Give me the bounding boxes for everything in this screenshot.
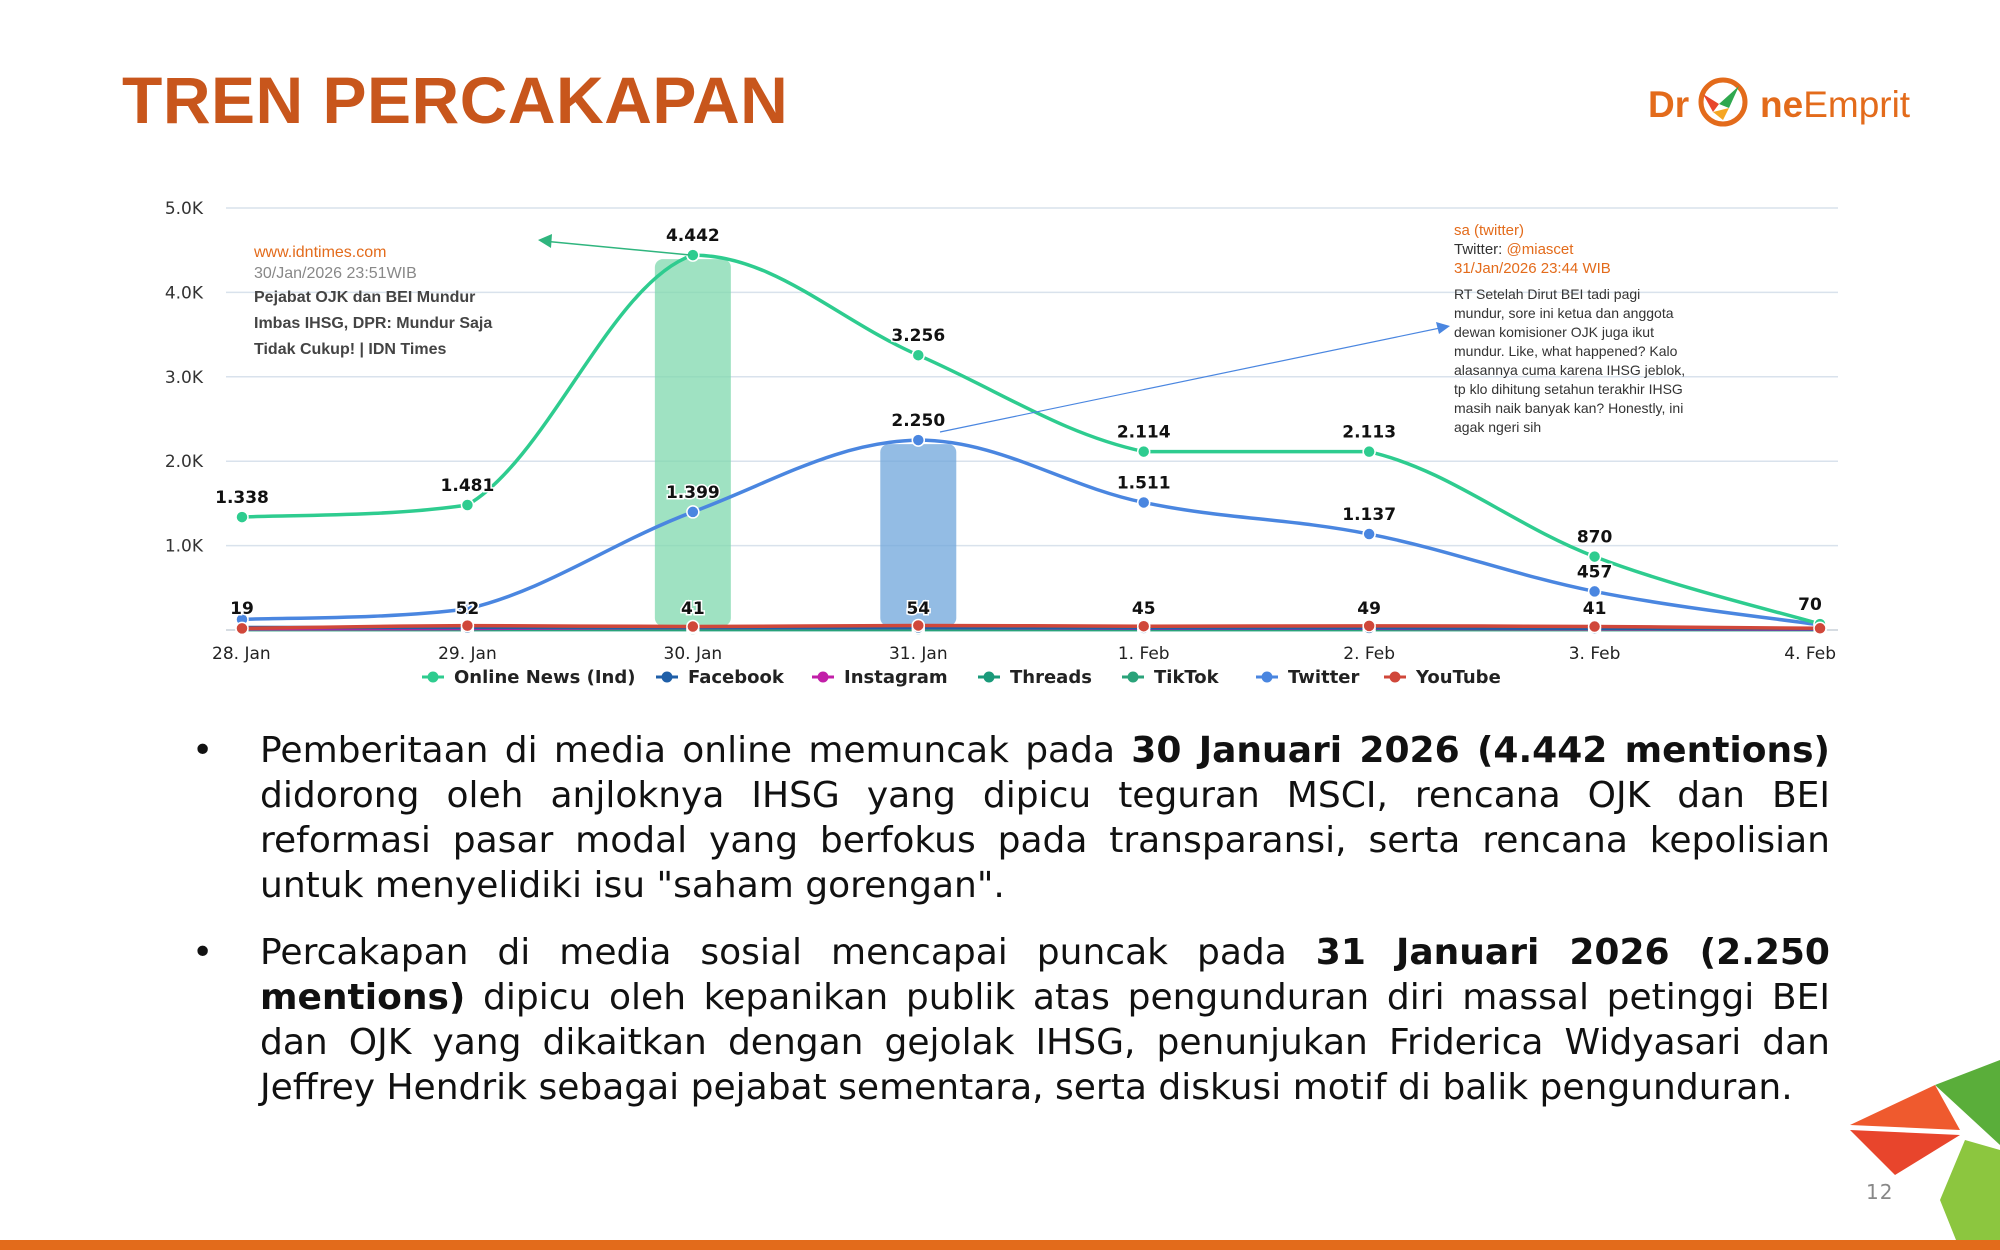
y-tick-label: 2.0K — [164, 452, 203, 473]
legend-label: TikTok — [1154, 667, 1219, 688]
legend-swatch-dot — [662, 672, 673, 683]
tweet-annotation-timestamp: 31/Jan/2026 23:44 WIB — [1454, 260, 1611, 277]
data-point — [1138, 446, 1150, 458]
news-annotation — [253, 244, 492, 358]
legend-label: Threads — [1010, 667, 1092, 688]
slide-title: TREN PERCAKAPAN — [122, 63, 789, 137]
legend-label: YouTube — [1416, 667, 1501, 688]
data-point — [1589, 551, 1601, 563]
tweet-annotation-arrow — [940, 328, 1440, 432]
tweet-annotation-line: alasannya cuma karena IHSG jeblok, — [1454, 362, 1686, 378]
bullet-list — [185, 728, 1830, 1132]
legend-label: Twitter — [1288, 667, 1360, 688]
x-tick-label: 1. Feb — [1117, 644, 1170, 664]
x-tick-label: 31. Jan — [888, 644, 948, 664]
highlight-bar — [655, 259, 731, 626]
data-point — [236, 622, 248, 634]
x-tick-label: 3. Feb — [1568, 644, 1621, 664]
tweet-annotation-line: masih naik banyak kan? Honestly, ini — [1454, 400, 1684, 416]
data-label: 457 — [1576, 562, 1613, 583]
data-point — [1138, 496, 1150, 508]
page-number: 12 — [1866, 1180, 1894, 1204]
data-label: 4.442 — [665, 226, 720, 247]
news-annotation-headline: Imbas IHSG, DPR: Mundur Saja — [254, 315, 493, 332]
legend-swatch-dot — [428, 672, 439, 683]
legend-label: Facebook — [688, 667, 784, 688]
x-tick-label: 4. Feb — [1784, 644, 1836, 664]
bullet-text: dipicu oleh kepanikan publik atas pengunduran diri massal petinggi BEI dan OJK yang dikaitkan dengan gejolak IHSG, penunjukan Friderica Widyasari dan Jeffrey Hendrik sebagai pejabat sementara, serta diskusi motif di balik pengunduran. — [260, 977, 1830, 1108]
data-point — [1589, 585, 1601, 597]
tweet-annotation-account: sa (twitter) — [1454, 222, 1525, 239]
bullet-item — [185, 930, 1830, 1110]
bullet-item — [185, 728, 1830, 908]
data-point — [687, 506, 699, 518]
data-label: 52 — [455, 599, 480, 619]
data-label: 41 — [681, 599, 705, 619]
data-point — [461, 620, 473, 632]
news-annotation-headline: Tidak Cukup! | IDN Times — [254, 341, 447, 358]
news-annotation-arrowhead — [538, 234, 552, 248]
legend-swatch-dot — [984, 672, 995, 683]
legend-swatch-dot — [1128, 672, 1139, 683]
tweet-annotation-line: RT Setelah Dirut BEI tadi pagi — [1454, 286, 1641, 302]
bullet-marker: • — [192, 932, 214, 973]
data-point — [1363, 446, 1375, 458]
chart-legend — [422, 667, 1501, 688]
data-label: 41 — [1582, 599, 1607, 619]
legend-swatch-dot — [818, 672, 829, 683]
tweet-annotation-line: mundur. Like, what happened? Kalo — [1454, 343, 1678, 359]
news-annotation-timestamp: 30/Jan/2026 23:51WIB — [254, 265, 417, 282]
news-annotation-source: www.idntimes.com — [254, 244, 387, 261]
data-point — [1363, 620, 1375, 632]
data-point — [461, 499, 473, 511]
legend-label: Online News (Ind) — [454, 667, 636, 688]
logo-text-right: neEmprit — [1760, 84, 1911, 125]
data-label: 2.114 — [1116, 422, 1171, 443]
x-tick-label: 29. Jan — [438, 644, 497, 664]
data-label: 1.481 — [440, 476, 495, 497]
bullet-text: didorong oleh anjloknya IHSG yang dipicu teguran MSCI, rencana OJK dan BEI reformasi pasar modal yang berfokus pada transparansi, serta rencana kepolisian untuk menyelidiki isu "saham gorengan". — [260, 775, 1830, 906]
data-label: 49 — [1357, 599, 1381, 619]
legend-swatch-dot — [1262, 672, 1273, 683]
data-label: 70 — [1798, 595, 1822, 616]
data-label: 3.256 — [891, 326, 946, 347]
y-tick-label: 3.0K — [164, 367, 203, 388]
data-point — [1814, 622, 1826, 634]
chart-highlights — [655, 259, 956, 626]
bottom-accent-bar — [0, 1240, 2000, 1250]
y-tick-label: 4.0K — [164, 283, 203, 304]
x-tick-label: 30. Jan — [663, 644, 723, 664]
decorative-leaf-shapes — [1840, 1050, 2000, 1250]
legend-swatch-dot — [1390, 672, 1401, 683]
data-label: 19 — [230, 599, 254, 619]
tweet-annotation-line: dewan komisioner OJK juga ikut — [1454, 324, 1654, 340]
legend-label: Instagram — [844, 667, 948, 688]
data-label: 1.338 — [215, 488, 269, 509]
data-label: 870 — [1576, 527, 1613, 548]
bullet-marker: • — [192, 730, 214, 771]
tweet-annotation-line: tp klo dihitung setahun terakhir IHSG — [1454, 381, 1683, 397]
bullet-highlight: 31 Januari 2026 (2.250 mentions) — [260, 932, 1830, 1018]
data-point — [912, 619, 924, 631]
bullet-text: Percakapan di media sosial mencapai puncak pada — [260, 932, 1316, 973]
data-point — [236, 511, 248, 523]
data-point — [687, 621, 699, 633]
bullet-highlight: 30 Januari 2026 (4.442 mentions) — [1131, 730, 1830, 771]
tweet-annotation-line: agak ngeri sih — [1454, 419, 1542, 435]
tweet-annotation-arrowhead — [1436, 322, 1450, 334]
data-point — [912, 349, 924, 361]
x-tick-label: 2. Feb — [1343, 644, 1396, 664]
data-label: 1.511 — [1116, 473, 1171, 494]
data-label: 45 — [1131, 599, 1156, 619]
data-point — [912, 434, 924, 446]
logo-text-left: Dr — [1648, 84, 1690, 125]
data-label: 1.399 — [665, 482, 720, 503]
data-point — [1138, 620, 1150, 632]
tweet-annotation-body — [1454, 286, 1685, 435]
data-label: 2.250 — [891, 411, 946, 432]
bullet-text: Pemberitaan di media online memuncak pada — [260, 730, 1132, 771]
data-label: 1.137 — [1342, 505, 1397, 526]
x-tick-label: 28. Jan — [212, 644, 271, 664]
y-tick-label: 1.0K — [164, 536, 203, 557]
data-label: 54 — [906, 599, 931, 619]
data-label: 2.113 — [1342, 422, 1397, 443]
news-annotation-headline: Pejabat OJK dan BEI Mundur — [254, 289, 476, 306]
tweet-annotation — [1454, 222, 1685, 435]
y-tick-label: 5.0K — [164, 199, 203, 219]
data-point — [1363, 528, 1375, 540]
tweet-annotation-handle: Twitter: @miascet — [1454, 241, 1574, 258]
data-point — [1589, 621, 1601, 633]
tweet-annotation-line: mundur, sore ini ketua dan anggota — [1454, 305, 1674, 321]
